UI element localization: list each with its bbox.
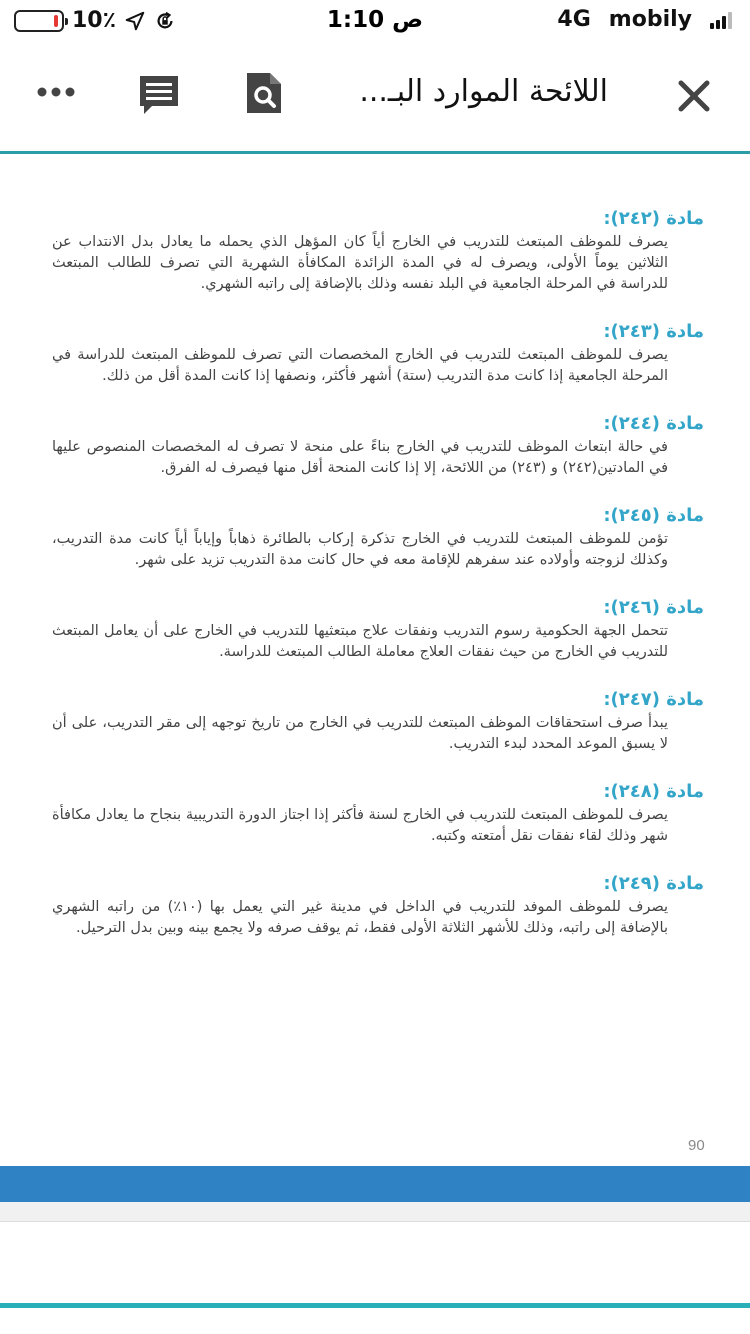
page-number: 90 (688, 1137, 705, 1154)
signal-icon (710, 11, 732, 29)
search-document-icon (244, 70, 284, 116)
more-button[interactable] (36, 72, 76, 112)
page-gap (0, 1202, 750, 1222)
comment-icon (136, 72, 182, 118)
article-body: يصرف للموظف المبتعث للتدريب في الخارج المخصصات التي تصرف للموظف المبتعث للدراسة في المرحلة الجامعية إذا كانت مدة التدريب (ستة) أشهر فأكثر، ونصفها إذا كانت المدة أقل من ذلك. (52, 347, 668, 384)
document-page[interactable] (0, 154, 750, 1166)
next-page-area[interactable] (0, 1222, 750, 1304)
status-time: 1:10 ص (326, 7, 424, 33)
article-body: تتحمل الجهة الحكومية رسوم التدريب ونفقات علاج مبتعثيها للتدريب في الخارج على أن يعامل المبتعث للتدريب في الخارج من حيث نفقات العلاج معاملة الطالب المبتعث للدراسة. (52, 623, 668, 660)
article-title: مادة (٢٤٦): (603, 597, 704, 618)
article-body: تؤمن للموظف المبتعث للتدريب في الخارج تذكرة إركاب بالطائرة ذهاباً وإياباً أياً كانت مدة التدريب، وكذلك لزوجته وأولاده عند سفرهم للإقامة معه في حال كانت مدة التدريب تزيد على شهر. (52, 531, 668, 568)
articles-list (48, 206, 708, 963)
article-title: مادة (٢٤٤): (603, 413, 704, 434)
more-dots-icon (36, 86, 76, 98)
article-title: مادة (٢٤٢): (603, 208, 704, 229)
article (48, 687, 708, 755)
article-body: يصرف للموظف المبتعث للتدريب في الخارج أياً كان المؤهل الذي يحمله ما يعادل بدل الانتداب عن الثلاثين يوماً الأولى، ويصرف له في المدة الزائدة المكافأة الشهرية التي تصرف للطالب المبتعث للدراسة في المرحلة الجامعية في البلد نفسه وذلك بالإضافة إلى راتبه الشهري. (52, 234, 668, 292)
bottom-spacer (0, 1308, 750, 1334)
article-body: يبدأ صرف استحقاقات الموظف المبتعث للتدريب في الخارج من تاريخ توجهه إلى مقر التدريب، على أن لا يسبق الموعد المحدد لبدء التدريب. (52, 715, 668, 752)
document-title: اللائحة الموارد البـ... (359, 74, 608, 109)
comment-button[interactable] (136, 72, 182, 118)
battery-percent: 10٪ (72, 8, 117, 33)
article (48, 779, 708, 847)
article-body: يصرف للموظف الموفد للتدريب في الداخل في مدينة غير التي يعمل بها (١٠٪) من راتبه الشهري بالإضافة إلى راتبه، وذلك للأشهر الثلاثة الأولى فقط، ثم يوقف صرفه ولا يجمع بينه وبين بدل الترحيل. (52, 899, 668, 936)
status-bar (0, 0, 750, 42)
article-title: مادة (٢٤٣): (603, 321, 704, 342)
network-type: 4G (557, 7, 591, 32)
article (48, 319, 708, 387)
article-title: مادة (٢٤٧): (603, 689, 704, 710)
article-title: مادة (٢٤٩): (603, 873, 704, 894)
status-right (557, 7, 732, 32)
document-toolbar (0, 42, 750, 152)
search-document-button[interactable] (244, 70, 284, 116)
article (48, 595, 708, 663)
article (48, 871, 708, 939)
carrier-name: mobily (608, 7, 692, 32)
close-icon (677, 79, 711, 113)
article (48, 411, 708, 479)
article-body: يصرف للموظف المبتعث للتدريب في الخارج لسنة فأكثر إذا اجتاز الدورة التدريبية بنجاح ما يعادل مكافأة شهر وذلك لقاء نفقات نقل أمتعته وكتبه. (52, 807, 668, 844)
article-title: مادة (٢٤٥): (603, 505, 704, 526)
page-footer-bar (0, 1166, 750, 1202)
close-button[interactable] (670, 72, 718, 120)
article (48, 206, 708, 295)
article-body: في حالة ابتعاث الموظف للتدريب في الخارج بناءً على منحة لا تصرف له المخصصات المنصوص عليها في المادتين(٢٤٢) و (٢٤٣) من اللائحة، إلا إذا كانت المنحة أقل منها فيصرف له الفرق. (52, 439, 668, 476)
article (48, 503, 708, 571)
article-title: مادة (٢٤٨): (603, 781, 704, 802)
